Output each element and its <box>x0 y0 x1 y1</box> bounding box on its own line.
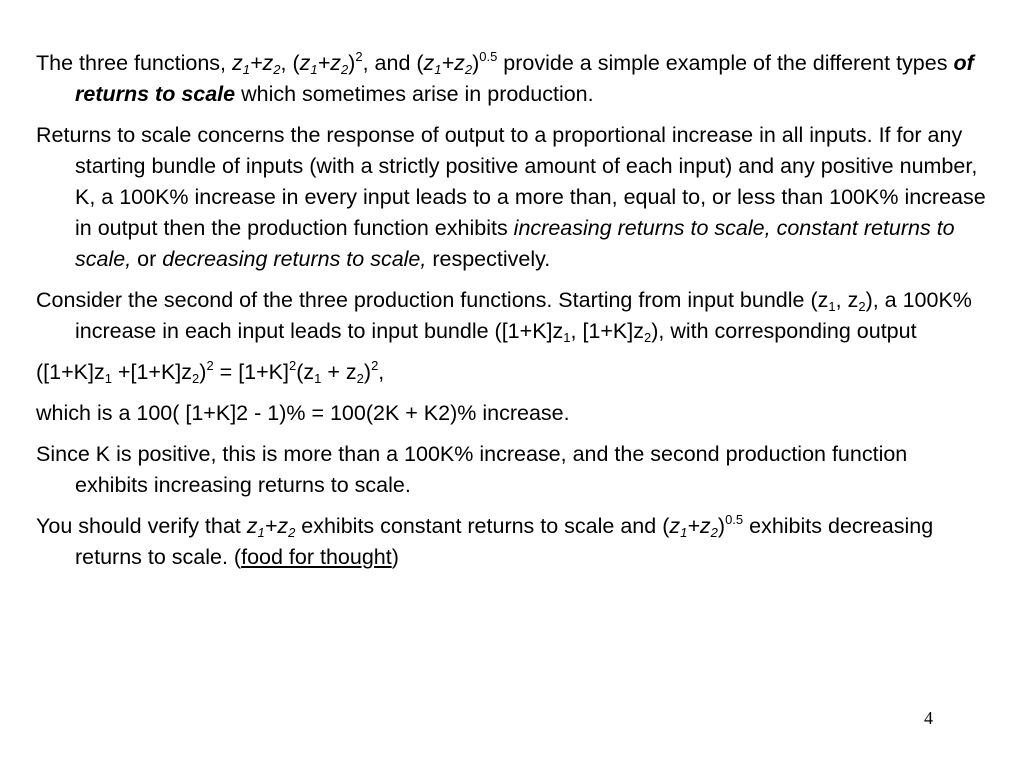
food-for-thought-link[interactable]: food for thought <box>241 545 392 569</box>
text: exhibits constant returns to scale and ( <box>295 514 670 538</box>
text: which sometimes arise in production. <box>235 82 594 106</box>
math-z3: $z_1+z_2$ <box>669 514 718 540</box>
math-z3: $z_1+z_2$ <box>423 51 473 77</box>
emphasis-drs: decreasing returns to scale, <box>162 247 427 271</box>
paragraph-increase: which is a 100( [1+K]2 - 1)% = 100(2K + K2)% increase. <box>36 401 570 425</box>
text: provide a simple example of the different types <box>497 51 954 75</box>
emphasis-returns-to-scale: of returns to scale <box>75 51 974 106</box>
text: respectively. <box>426 247 551 271</box>
paragraph-equation: $([1+K]z_1 +[1+K]z_2)^2 = [1+K]^2(z_1 + z_2)^2$, <box>36 358 385 386</box>
text: or <box>131 247 163 271</box>
paragraph-intro: The three functions, $z_1+z_2$, $(z_1+z_2)^2$, and $(z_1+z_2)^{0.5}$ provide a simple example of the different types of returns to scale which sometimes arise in production. <box>36 49 974 106</box>
text: You should verify that <box>36 514 247 538</box>
paragraph-consider: Consider the second of the three production functions. Starting from input bundle ($z_1$, $z_2$), a 100K% increase in each input leads to input bundle ($[1+K]z_1$, $[1+K]z_2$), with corresponding output <box>36 288 972 345</box>
text: Consider the second of the three production functions. Starting from input bundle (z <box>36 288 829 312</box>
text: Returns to scale concerns the response of output to a proportional increase in all inputs. If for any starting bundle of inputs (with a strictly positive amount of each input) and any positive number, K, a 100K% increase in every input leads to a more than, equal to, or less than 100K% increase in output then the production function exhibits <box>36 123 986 240</box>
paragraph-definition <box>36 120 986 275</box>
math-z1: $z_1+z_2$ <box>232 51 281 77</box>
text: , ( <box>280 51 300 75</box>
text: , and ( <box>362 51 424 75</box>
text: exhibits decreasing returns to scale. ( <box>75 514 934 569</box>
emphasis-irs-crs: increasing returns to scale, constant returns to scale, <box>75 216 955 271</box>
math-z1: $z_1+z_2$ <box>246 514 296 540</box>
text: The three functions, <box>36 51 232 75</box>
slide-body <box>36 48 986 583</box>
math-z2: $z_1+z_2$ <box>299 51 349 77</box>
paragraph-verify: You should verify that $z_1+z_2$ exhibits constant returns to scale and $(z_1+z_2)^{0.5}$ exhibits decreasing returns to scale. (food for thought) <box>36 512 934 569</box>
page-number: 4 <box>924 708 933 728</box>
paragraph-since: Since K is positive, this is more than a 100K% increase, and the second production function exhibits increasing returns to scale. <box>36 442 908 497</box>
